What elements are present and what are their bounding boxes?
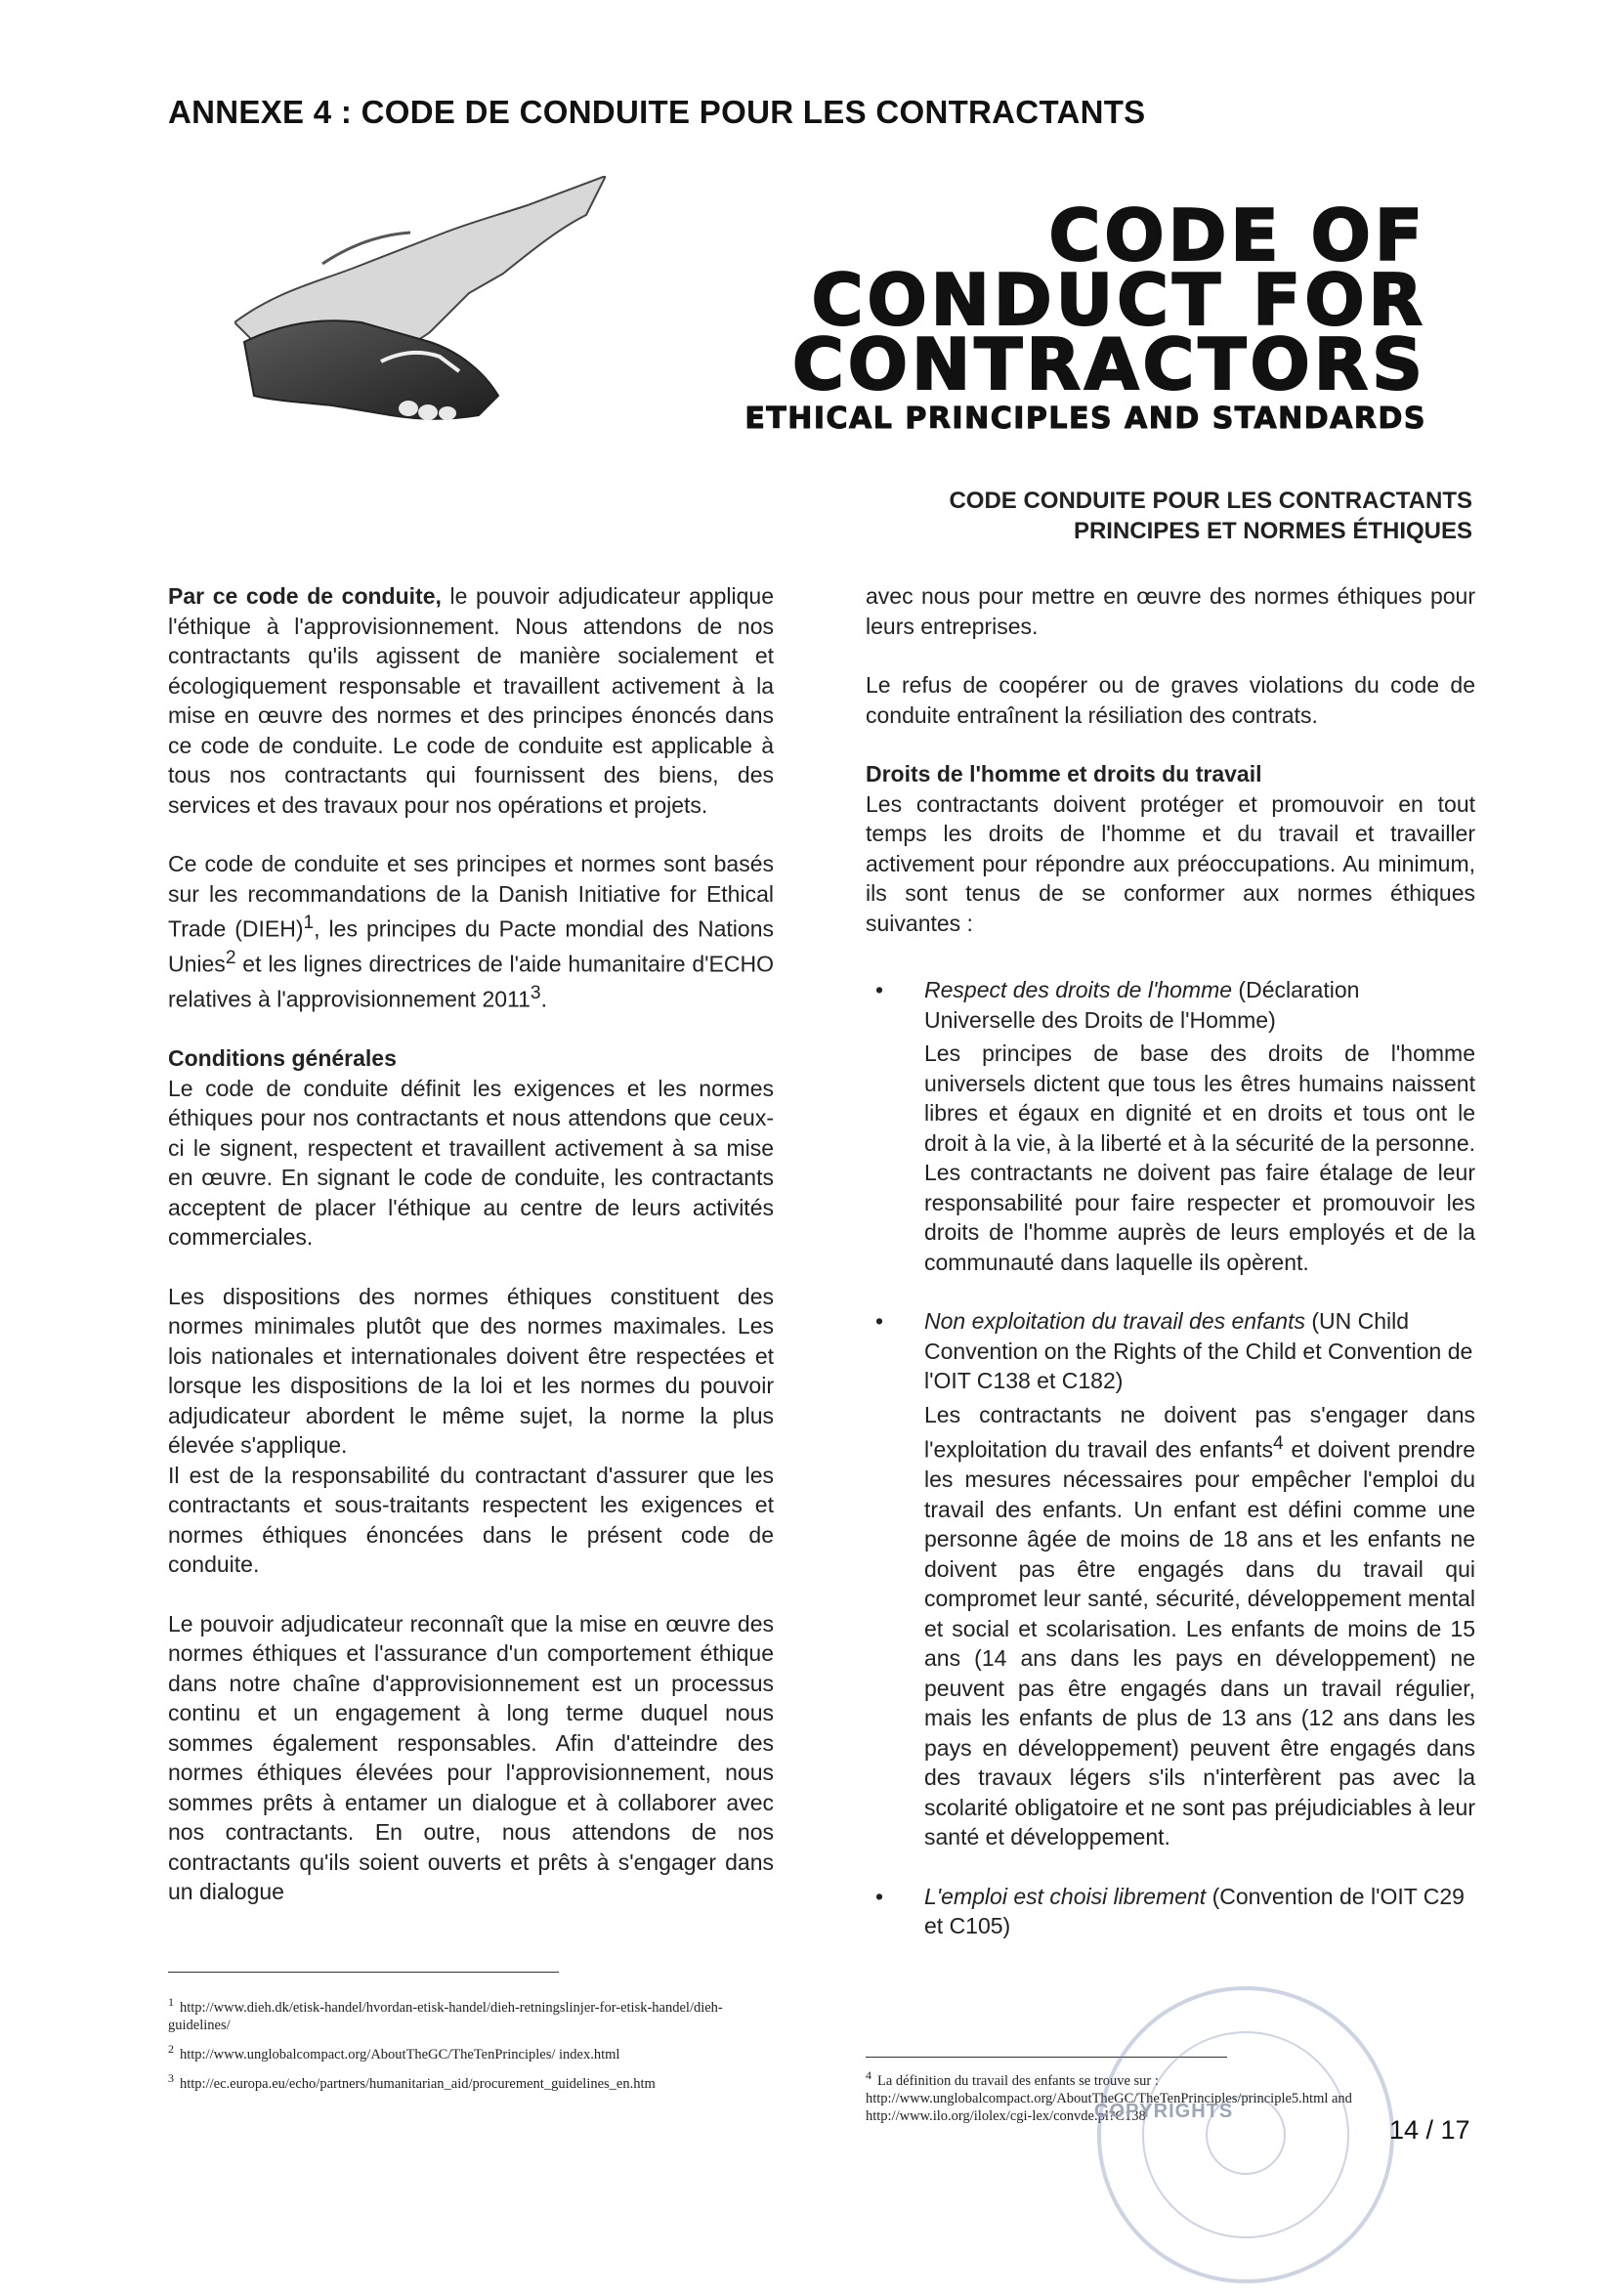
footnote [168, 1993, 754, 2034]
list-item-reference: (UN Child Convention on the Rights of the Child et Convention de l'OIT C138 et C182) [924, 1308, 1473, 1393]
stamp-text: COPYRIGHTS [1094, 2101, 1234, 2122]
list-item-heading [924, 975, 1475, 1035]
right-column [866, 581, 1475, 1971]
list-item-body: Les principes de base des droits de l'homme universels dictent que tous les êtres humains naissent libres et égaux en dignité et en droits et tous ont le droit à la vie, à la liberté et à la sécurité de la personne. Les contractants ne doivent pas faire étalage de leur responsabilité pour faire respecter et promouvoir les droits de l'homme auprès de leurs employés et de la communauté dans laquelle ils opèrent. [924, 1041, 1475, 1275]
footnote-ref-1: 1 [303, 913, 315, 933]
list-item-title: Respect des droits de l'homme [924, 977, 1233, 1002]
french-heading [949, 486, 1472, 546]
french-heading-line-2: PRINCIPES ET NORMES ÉTHIQUES [1073, 518, 1472, 544]
stamp-seal-icon [1084, 1974, 1407, 2296]
footnote [168, 2069, 754, 2093]
section-title-general: Conditions générales [168, 1045, 397, 1072]
footnote-number: 3 [168, 2070, 174, 2085]
human-rights-paragraph: Les contractants doivent protéger et promouvoir en tout temps les droits de l'homme et du travail et travailler activement pour répondre aux préoccupations. Au minimum, ils sont tenus de se conformer aux normes éthiques suivantes : [866, 790, 1475, 936]
list-item [866, 1306, 1475, 1852]
footnotes-left [168, 1993, 754, 2098]
list-item-reference: (Déclaration Universelle des Droits de l'Homme) [924, 977, 1360, 1033]
intro-text: le pouvoir adjudicateur applique l'éthique à l'approvisionnement. Nous attendons de nos contractants qu'ils agissent de manière socialement et écologiquement responsable et travaillent activement à la mise en œuvre des normes et des principes énoncés dans ce code de conduite. Le code de conduite est applicable à tous nos contractants qui fournissent des biens, des services et des travaux pour nos opérations et projets. [168, 583, 774, 818]
list-item-body [924, 1400, 1475, 1852]
footnote-number: 1 [168, 1995, 174, 2009]
basis-text-b: , les principes du Pacte mondial des Nations Unies [168, 915, 774, 977]
bullet-icon: • [875, 1883, 884, 1909]
minimum-standards-paragraph: Les dispositions des normes éthiques constituent des normes minimales plutôt que des normes maximales. Les lois nationales et internationales doivent être respectées et lorsque les dispositions de la loi et les normes du pouvoir adjudicateur abordent le même sujet, la norme la plus élevée s'applique. [168, 1283, 774, 1459]
list-item-heading [924, 1882, 1475, 1941]
footnote-number: 4 [866, 2068, 871, 2082]
list-item-body-b: et doivent prendre les mesures nécessaires pour empêcher l'emploi du travail des enfants. Un enfant est défini comme une personne âgée de moins de 18 ans et les enfants ne doivent pas être engagés dans du travail qui compromet leur santé, sécurité, développement mental et social et scolarisation. Les enfants de moins de 15 ans (14 ans dans les pays en développement) ne peuvent pas être engagés dans un travail régulier, mais les enfants de plus de 13 ans (12 ans dans les pays en développement) peuvent être engagés dans des travaux légers s'ils n'interfèrent pas avec la scolarité obligatoire et ne sont pas préjudiciables à leur santé et développement. [924, 1436, 1476, 1850]
list-item [866, 975, 1475, 1277]
footnote-rule-left [168, 1972, 559, 1973]
logo-block [744, 194, 1426, 438]
list-item [866, 1882, 1475, 1941]
logo-line-2: CONDUCT FOR [811, 259, 1426, 341]
footnote [168, 2040, 754, 2063]
bullet-icon: • [875, 1308, 884, 1334]
french-heading-line-1: CODE CONDUITE POUR LES CONTRACTANTS [949, 488, 1472, 514]
left-column [168, 581, 774, 1936]
dialogue-paragraph: Le pouvoir adjudicateur reconnaît que la mise en œuvre des normes éthiques et l'assurance d'un comportement éthique dans notre chaîne d'approvisionnement est un processus continu et un engagement à long terme duquel nous sommes également responsables. Afin d'atteindre des normes éthiques élevées pour l'approvisionnement, nous sommes prêts à entamer un dialogue et à collaborer avec nos contractants. En outre, nous attendons de nos contractants qu'ils soient ouverts et prêts à s'engager dans un dialogue [168, 1610, 774, 1905]
logo-subtitle: ETHICAL PRINCIPLES AND STANDARDS [744, 402, 1426, 436]
footnote-ref-3: 3 [530, 983, 541, 1004]
responsibility-paragraph: Il est de la responsabilité du contractant d'assurer que les contractants et sous-traitants respectent les exigences et normes éthiques énoncées dans le présent code de conduite. [168, 1462, 774, 1578]
termination-paragraph: Le refus de coopérer ou de graves violations du code de conduite entraînent la résiliation des contrats. [866, 672, 1475, 728]
logo-line-3: CONTRACTORS [791, 323, 1426, 405]
intro-label: Par ce code de conduite, [168, 583, 442, 609]
basis-text-d: . [540, 986, 547, 1012]
page-number: 14 / 17 [1389, 2115, 1470, 2145]
list-item-title: L'emploi est choisi librement [924, 1883, 1207, 1909]
annex-title: ANNEXE 4 : CODE DE CONDUITE POUR LES CONTRACTANTS [168, 94, 1146, 130]
intro-paragraph [168, 581, 774, 820]
list-item-heading [924, 1306, 1475, 1396]
general-paragraph: Le code de conduite définit les exigences et les normes éthiques pour nos contractants et nous attendons que ceux-ci le signent, respectent et travaillent activement à sa mise en œuvre. En signant le code de conduite, les contractants acceptent de placer l'éthique au centre de leurs activités commerciales. [168, 1075, 774, 1251]
handshake-illustration [234, 176, 606, 440]
basis-text-a: Ce code de conduite et ses principes et normes sont basés sur les recommandations de la Danish Initiative for Ethical Trade (DIEH) [168, 851, 774, 942]
section-title-human-rights: Droits de l'homme et droits du travail [866, 761, 1262, 787]
footnote-link[interactable]: http://www.dieh.dk/etisk-handel/hvordan-etisk-handel/dieh-retningslinjer-for-etisk-handel/dieh-guidelines/ [168, 1999, 723, 2033]
logo-line-1: CODE OF [1048, 194, 1426, 276]
footnote-link[interactable]: http://www.unglobalcompact.org/AboutTheGC/TheTenPrinciples/ index.html [180, 2046, 620, 2062]
continuation-paragraph: avec nous pour mettre en œuvre des normes éthiques pour leurs entreprises. [866, 583, 1475, 639]
list-item-title: Non exploitation du travail des enfants [924, 1308, 1305, 1334]
footnote-ref-4: 4 [1272, 1433, 1284, 1454]
footnote-ref-2: 2 [225, 948, 236, 969]
basis-paragraph [168, 849, 774, 1014]
list-item-reference: (Convention de l'OIT C29 et C105) [924, 1883, 1465, 1939]
footnote-link[interactable]: La définition du travail des enfants se trouve sur : http://www.unglobalcompact.org/AboutTheGC/TheTenPrinciples/principle5.html and http://www.ilo.org/ilolex/cgi-lex/convde.pl?C138 [866, 2072, 1352, 2124]
basis-text-c: et les lignes directrices de l'aide humanitaire d'ECHO relatives à l'approvisionnement 2011 [168, 951, 774, 1012]
footnote-number: 2 [168, 2041, 174, 2056]
list-item-body-a: Les contractants ne doivent pas s'engager dans l'exploitation du travail des enfants [924, 1401, 1475, 1463]
standards-list [866, 975, 1475, 1941]
footnote-link[interactable]: http://ec.europa.eu/echo/partners/humanitarian_aid/procurement_guidelines_en.htm [180, 2075, 656, 2092]
bullet-icon: • [875, 977, 884, 1002]
